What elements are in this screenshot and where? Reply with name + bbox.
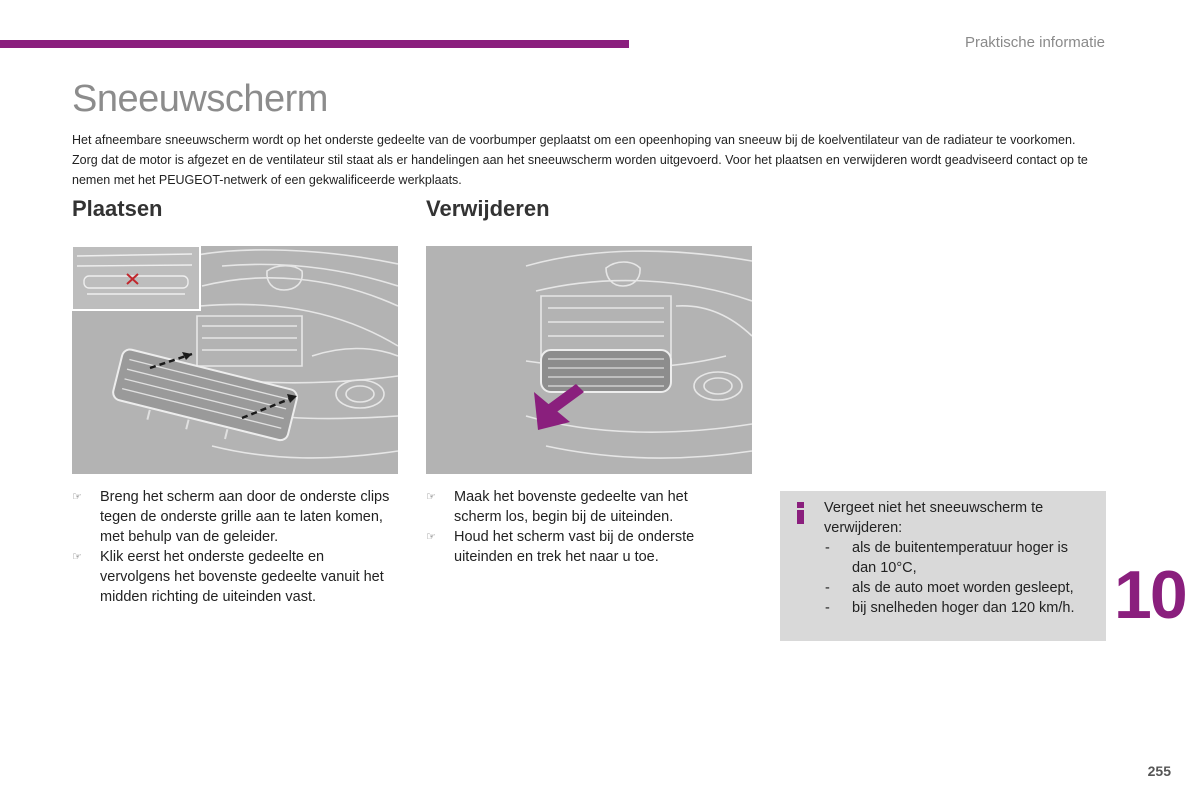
hand-pointer-icon: ☞ xyxy=(426,490,436,503)
intro-paragraph-2: Zorg dat de motor is afgezet en de ventilateur stil staat als er handelingen aan het sneeuwscherm worden uitgevoerd. Voor het plaatsen en verwijderen wordt geadviseerd contact op te nemen met het PEUGEOT-netwerk of een gekwalificeerde werkplaats. xyxy=(72,153,1088,187)
hand-pointer-icon: ☞ xyxy=(426,530,436,543)
car-front-fitting-illustration xyxy=(72,246,398,474)
fitting-step-1: ☞ Breng het scherm aan door de onderste clips tegen de onderste grille aan te laten komen, met behulp van de geleider. xyxy=(72,489,390,545)
illustration-fitting xyxy=(72,246,398,474)
info-icon xyxy=(796,502,805,524)
info-box xyxy=(780,491,1106,641)
removing-steps xyxy=(426,487,726,567)
intro-text xyxy=(72,130,1122,190)
hand-pointer-icon: ☞ xyxy=(72,550,82,563)
fitting-steps xyxy=(72,487,392,607)
illustration-removing xyxy=(426,246,752,474)
hand-pointer-icon: ☞ xyxy=(72,490,82,503)
info-item: - bij snelheden hoger dan 120 km/h. xyxy=(825,600,1075,616)
intro-paragraph-1: Het afneembare sneeuwscherm wordt op het onderste gedeelte van de voorbumper geplaatst om een opeenhoping van sneeuw bij de koelventilateur van de radiateur te voorkomen. xyxy=(72,133,1076,147)
page-title: Sneeuwscherm xyxy=(72,78,328,120)
chapter-number: 10 xyxy=(1114,557,1186,633)
removing-step-1: ☞ Maak het bovenste gedeelte van het scherm los, begin bij de uiteinden. xyxy=(426,489,688,525)
info-item: - als de auto moet worden gesleept, xyxy=(825,580,1074,596)
info-intro: Vergeet niet het sneeuwscherm te verwijderen: xyxy=(824,500,1044,536)
heading-plaatsen: Plaatsen xyxy=(72,196,163,221)
header-accent-bar xyxy=(0,40,629,48)
info-list xyxy=(824,538,1088,618)
removing-step-2: ☞ Houd het scherm vast bij de onderste uiteinden en trek het naar u toe. xyxy=(426,529,695,565)
info-item: - als de buitentemperatuur hoger is dan 10°C, xyxy=(825,540,1069,576)
page-number: 255 xyxy=(1147,763,1171,779)
heading-verwijderen: Verwijderen xyxy=(426,196,550,221)
fitting-step-2: ☞ Klik eerst het onderste gedeelte en vervolgens het bovenste gedeelte vanuit het midden richting de uiteinden vast. xyxy=(72,549,384,605)
section-label: Praktische informatie xyxy=(964,34,1105,51)
car-front-removing-illustration xyxy=(426,246,752,474)
